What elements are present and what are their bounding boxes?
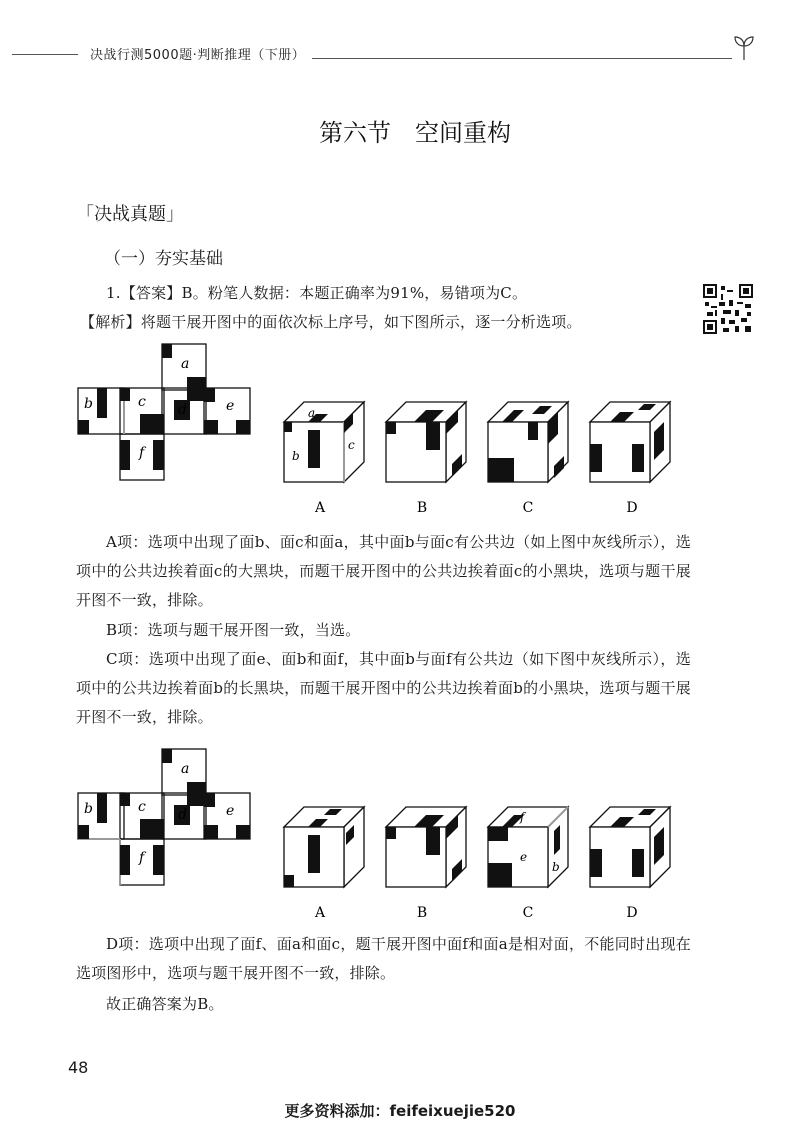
svg-text:c: c — [348, 438, 355, 452]
header-book-title: 决战行测5000题·判断推理（下册） — [90, 48, 306, 63]
net-label-b-b: b — [84, 801, 93, 817]
page-number: 48 — [68, 1058, 89, 1077]
qr-code-icon — [703, 284, 753, 334]
option-label-d-top: D — [626, 500, 638, 515]
conclusion: 故正确答案为B。 — [106, 995, 224, 1013]
header-rule-left — [12, 54, 78, 55]
option-label-a-top: A — [314, 500, 326, 515]
option-label-d-bottom: D — [626, 905, 638, 920]
cube-option-c-top — [488, 402, 568, 482]
cube-option-c-bottom — [488, 807, 568, 887]
option-a-analysis: A项：选项中出现了面b、面c和面a，其中面b与面c有公共边（如上图中灰线所示），选项中的公共边挨着面c的大黑块，而题干展开图中的公共边挨着面c的小黑块，选项与题干展开图不一致，排除。 — [76, 533, 691, 609]
option-c-analysis: C项：选项中出现了面e、面b和面f，其中面b与面f有公共边（如下图中灰线所示），选项中的公共边挨着面b的长黑块，而题干展开图中的公共边挨着面b的小黑块，选项与题干展开图不一致，排除。 — [76, 650, 691, 726]
svg-text:f: f — [520, 810, 525, 824]
svg-text:e: e — [520, 850, 528, 864]
answer-line: 1.【答案】B。粉笔人数据：本题正确率为91%，易错项为C。 — [106, 284, 528, 302]
svg-text:b: b — [552, 860, 560, 874]
figure-bottom — [70, 745, 730, 920]
cube-option-d-top — [590, 402, 670, 482]
cube-option-b-bottom — [386, 807, 466, 887]
figure-top — [70, 340, 730, 515]
cube-option-d-bottom — [590, 807, 670, 887]
subcategory-heading: （一）夯实基础 — [104, 249, 223, 269]
net-label-c: c — [138, 394, 146, 410]
net-label-c-b: c — [138, 799, 146, 815]
svg-text:b: b — [292, 449, 300, 463]
category-heading: 「决战真题」 — [76, 204, 184, 225]
cube-option-a-top — [284, 402, 364, 482]
net-label-f: f — [139, 445, 145, 461]
grey-edges-bottom — [78, 839, 120, 885]
net-label-f-b: f — [139, 850, 145, 866]
net-label-b: b — [84, 396, 93, 412]
net-label-a: a — [181, 356, 190, 372]
section-title: 第六节 空间重构 — [319, 119, 511, 147]
net-label-d-b: d — [178, 807, 187, 823]
option-label-b-top: B — [416, 500, 428, 515]
option-label-b-bottom: B — [416, 905, 428, 920]
leaf-icon — [732, 34, 756, 62]
footer-note: 更多资料添加：feifeixuejie520 — [284, 1102, 516, 1120]
cube-option-a-bottom — [284, 807, 364, 887]
option-b-analysis: B项：选项与题干展开图一致，当选。 — [106, 621, 361, 639]
net-label-d: d — [178, 402, 187, 418]
net-label-a-b: a — [181, 761, 190, 777]
option-label-a-bottom: A — [314, 905, 326, 920]
cube-option-b-top — [386, 402, 466, 482]
net-label-e: e — [226, 398, 235, 414]
svg-text:a: a — [308, 406, 316, 420]
option-d-analysis: D项：选项中出现了面f、面a和面c，题干展开图中面f和面a是相对面，不能同时出现在选项图形中，选项与题干展开图不一致，排除。 — [76, 935, 691, 982]
option-label-c-bottom: C — [522, 905, 534, 920]
option-label-c-top: C — [522, 500, 534, 515]
header-rule-right — [312, 58, 732, 59]
analysis-intro: 【解析】将题干展开图中的面依次标上序号，如下图所示，逐一分析选项。 — [80, 313, 582, 331]
net-label-e-b: e — [226, 803, 235, 819]
